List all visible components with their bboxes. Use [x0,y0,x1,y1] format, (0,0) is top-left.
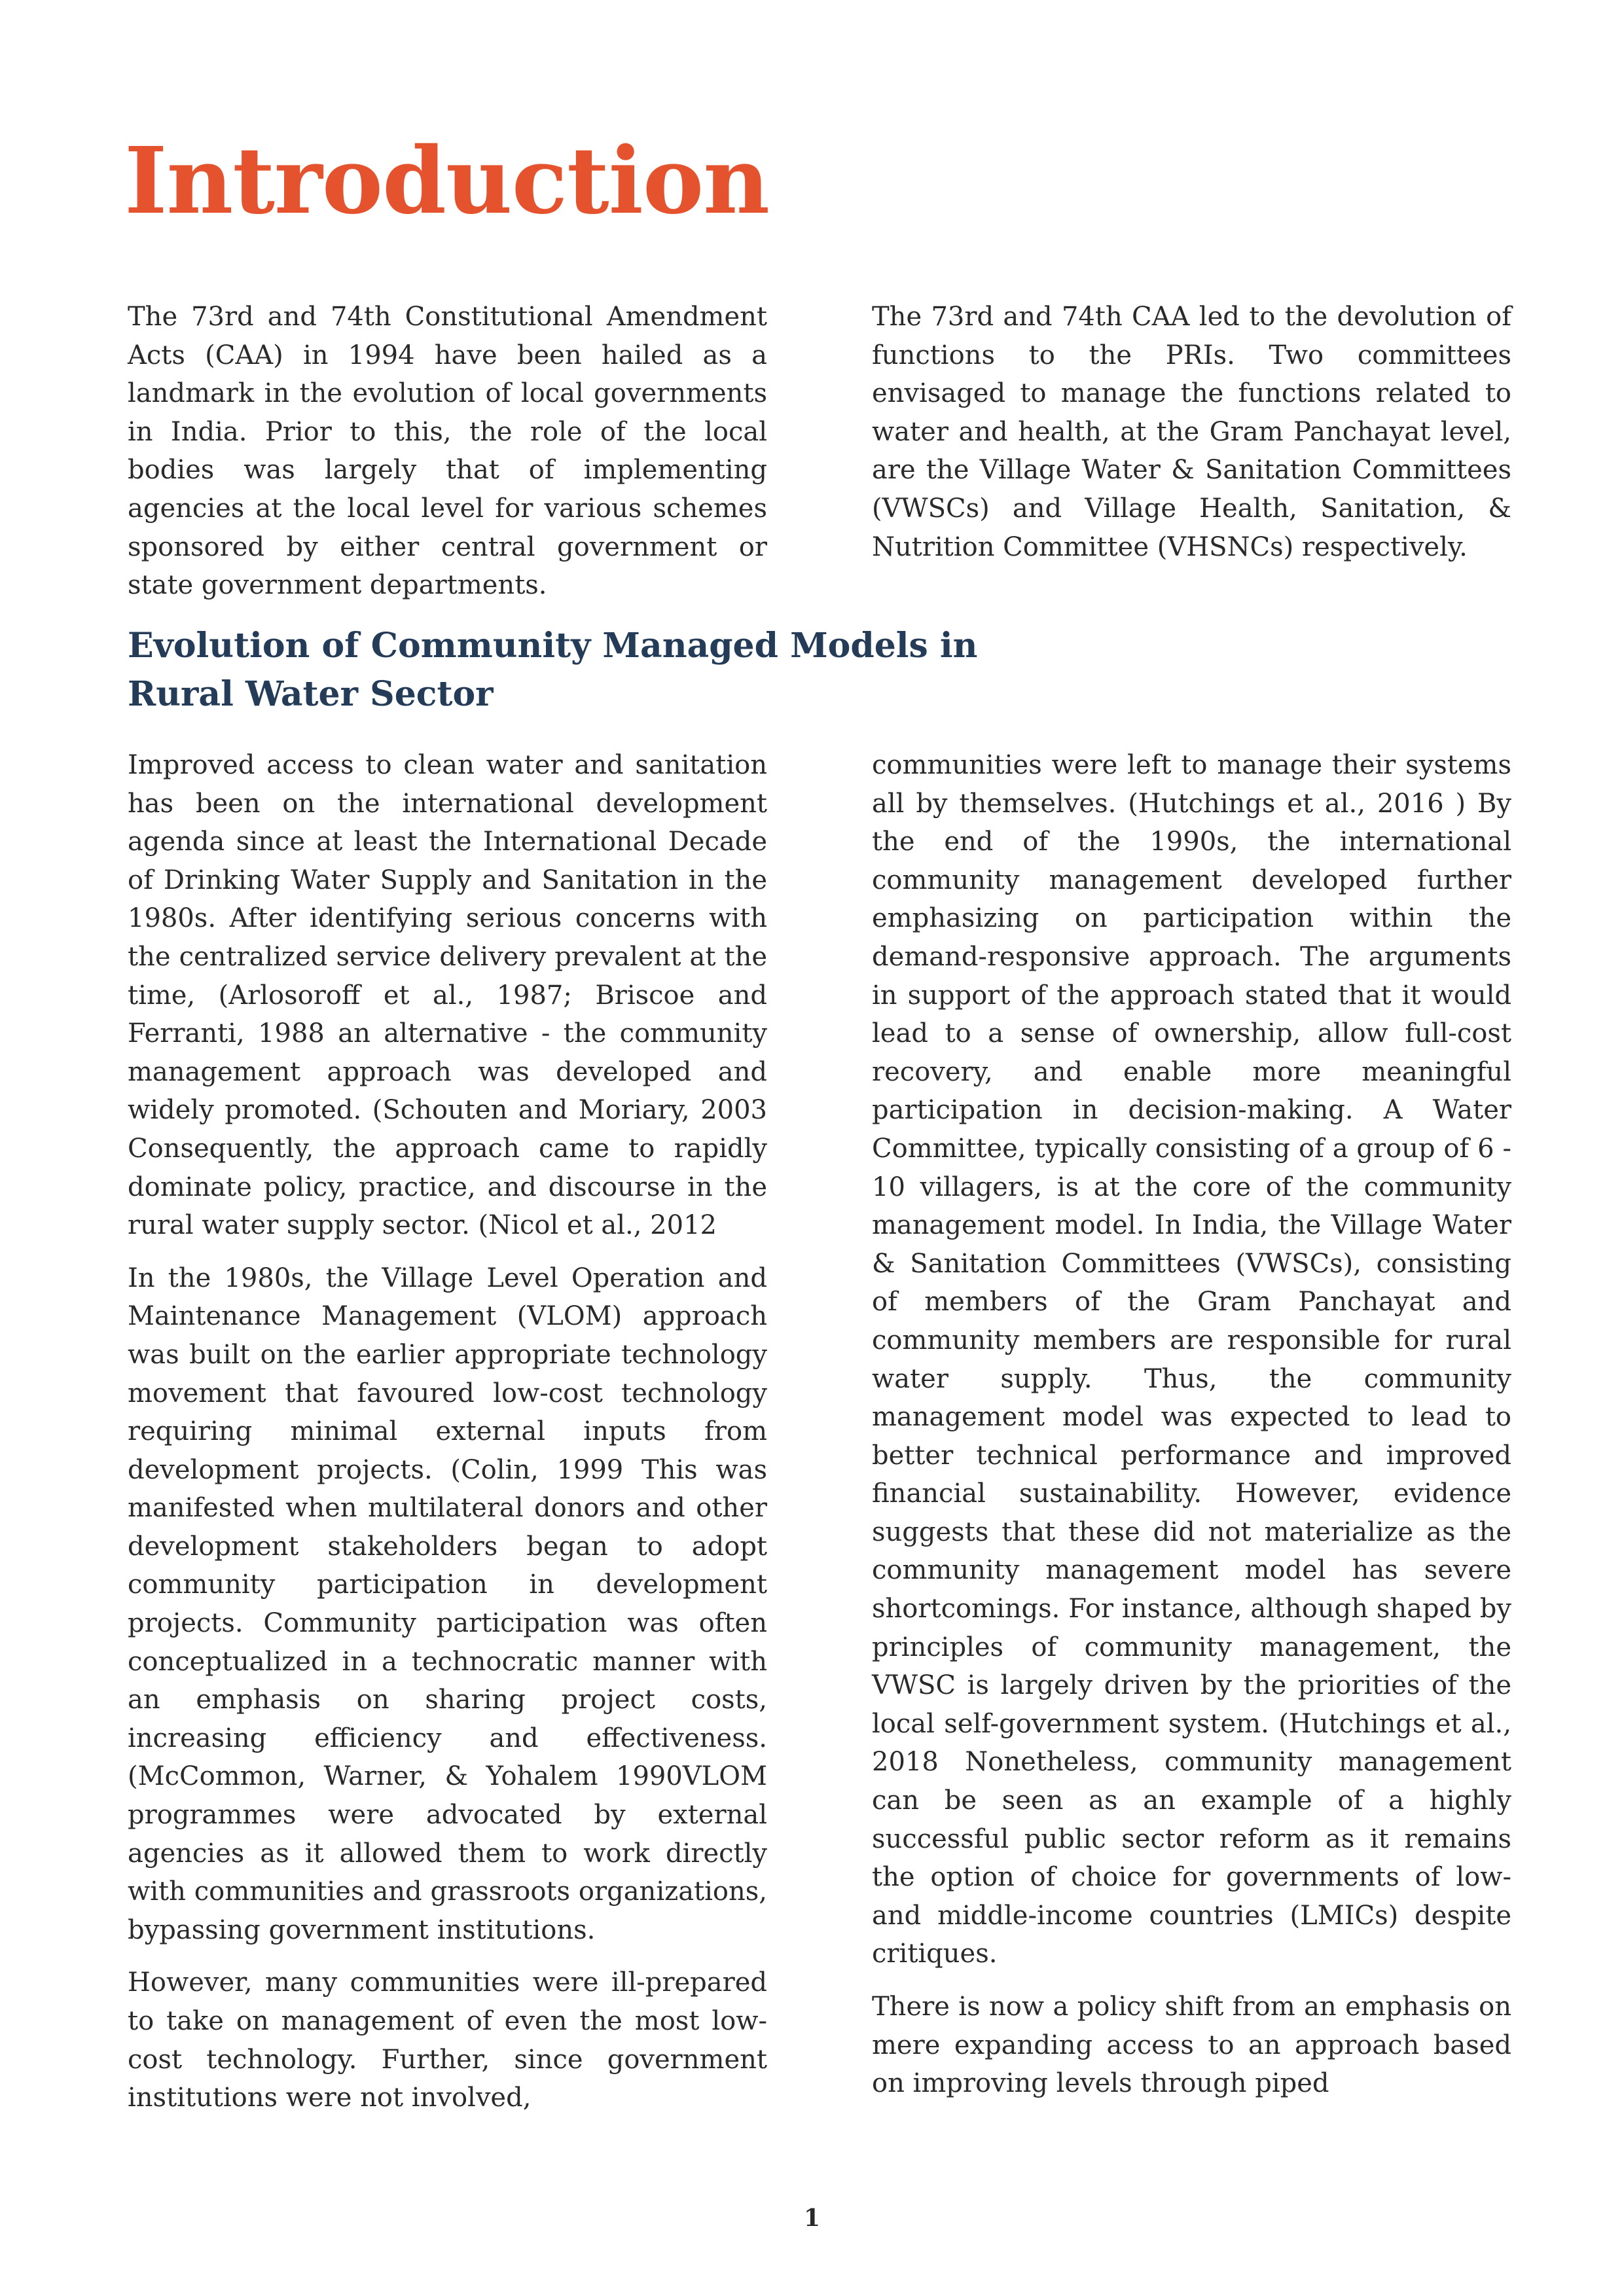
section-heading-line-1: Evolution of Community Managed Models in [128,626,978,666]
section-heading [128,622,1175,719]
intro-paragraph: The 73rd and 74th Constitutional Amendment Acts (CAA) in 1994 have been hailed as a landmark in the evolution of local governments in India. Prior to this, the role of the local bodies was largely that of implementing agencies at the local level for various schemes sponsored by either central government or state government departments. [128,302,767,601]
intro-paragraph: The 73rd and 74th CAA led to the devolution of functions to the PRIs. Two committees envisaged to manage the functions related to water and health, at the Gram Panchayat level, are the Village Water & Sanitation Committees (VWSCs) and Village Health, Sanitation, & Nutrition Committee (VHSNCs) respectively. [872,302,1511,562]
page-title: Introduction [124,128,770,235]
section-right-column [872,746,1511,2117]
intro-left-column [128,298,767,619]
body-paragraph: Improved access to clean water and sanitation has been on the international development agenda since at least the International Decade of Drinking Water Supply and Sanitation in the 1980s. After identifying serious concerns with the centralized service delivery prevalent at the time, (Arlosoroff et al., 1987; Briscoe and Ferranti, 1988 an alternative - the community management approach was developed and widely promoted. (Schouten and Moriary, 2003 Consequently, the approach came to rapidly dominate policy, practice, and discourse in the rural water supply sector. (Nicol et al., 2012 [128,750,767,1241]
section-heading-line-2: Rural Water Sector [128,674,494,714]
body-paragraph: However, many communities were ill-prepared to take on management of even the most low-cost technology. Further, since government institutions were not involved, [128,1967,767,2113]
section-left-column [128,746,767,2132]
body-paragraph: communities were left to manage their systems all by themselves. (Hutchings et al., 2016 ) By the end of the 1990s, the international community management developed further emphasizing on participation within the demand-responsive approach. The arguments in support of the approach stated that it would lead to a sense of ownership, allow full-cost recovery, and enable more meaningful participation in decision-making. A Water Committee, typically consisting of a group of 6 - 10 villagers, is at the core of the community management model. In India, the Village Water & Sanitation Committees (VWSCs), consisting of members of the Gram Panchayat and community members are responsible for rural water supply. Thus, the community management model was expected to lead to better technical performance and improved financial sustainability. However, evidence suggests that these did not materialize as the community management model has severe shortcomings. For instance, although shaped by principles of community management, the VWSC is largely driven by the priorities of the local self-government system. (Hutchings et al., 2018 Nonetheless, community management can be seen as an example of a highly successful public sector reform as it remains the option of choice for governments of low- and middle-income countries (LMICs) despite critiques. [872,750,1511,1969]
body-paragraph: In the 1980s, the Village Level Operation and Maintenance Management (VLOM) approach was built on the earlier appropriate technology movement that favoured low-cost technology requiring minimal external inputs from development projects. (Colin, 1999 This was manifested when multilateral donors and other development stakeholders began to adopt community participation in development projects. Community participation was often conceptualized in a technocratic manner with an emphasis on sharing project costs, increasing efficiency and effectiveness. (McCommon, Warner, & Yohalem 1990VLOM programmes were advocated by external agencies as it allowed them to work directly with communities and grassroots organizations, bypassing government institutions. [128,1263,767,1945]
page-number: 1 [803,2204,821,2232]
body-paragraph: There is now a policy shift from an emphasis on mere expanding access to an approach based on improving levels through piped [872,1992,1511,2099]
intro-right-column [872,298,1511,581]
